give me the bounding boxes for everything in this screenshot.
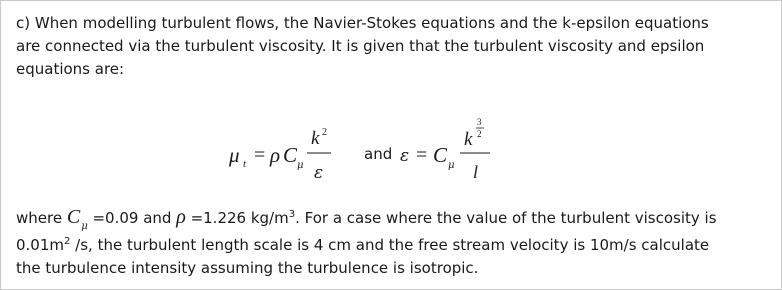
conclusion-line-2-rest: /s, the turbulent length scale is 4 cm and the free stream velocity is 10m/s calculate <box>70 236 710 254</box>
viscosity-value: 0.01m <box>16 236 65 254</box>
conclusion-line-1-rest: . For a case where the value of the turbulent viscosity is <box>295 209 717 227</box>
mu-t-equation <box>228 127 331 183</box>
conclusion-line-3: the turbulence intensity assuming the turbulence is isotropic. <box>16 259 479 277</box>
c-value-text: =0.09 and <box>87 209 177 227</box>
epsilon-c-symbol: C <box>433 143 448 167</box>
rho-inline-symbol: ρ <box>176 206 186 228</box>
c-inline-subscript: μ <box>81 221 88 232</box>
epsilon-symbol: ε <box>400 146 410 166</box>
mu-t-equals: = <box>254 144 266 166</box>
epsilon-equals: = <box>416 144 428 166</box>
viscosity-unit-power: 2 <box>64 236 71 247</box>
mu-t-symbol: μ <box>229 143 240 167</box>
conclusion-line-1 <box>16 203 736 230</box>
c-inline-symbol: C <box>66 206 81 228</box>
and-connector: and <box>364 145 393 163</box>
question-intro <box>16 12 736 81</box>
mu-t-numerator-power: 2 <box>322 127 327 138</box>
c-mu-inline <box>67 208 88 230</box>
rho-symbol: ρ <box>270 143 281 167</box>
epsilon-numerator-k: k <box>464 129 473 150</box>
mu-t-denominator-eps: ε <box>314 163 324 183</box>
epsilon-denominator-l: l <box>473 162 479 182</box>
where-text: where <box>16 209 67 227</box>
question-conclusion <box>16 203 736 280</box>
epsilon-power-denominator: 2 <box>477 129 482 139</box>
rho-unit-power: 3 <box>288 209 296 220</box>
epsilon-c-subscript: μ <box>448 160 455 171</box>
intro-line-2: are connected via the turbulent viscosity. It is given that the turbulent viscosity and epsilon <box>16 37 705 55</box>
conclusion-line-2 <box>16 230 736 257</box>
epsilon-power-numerator: 3 <box>477 117 482 127</box>
mu-t-numerator-k: k <box>311 128 320 149</box>
intro-line-3: equations are: <box>16 60 125 78</box>
equations-block <box>0 108 782 188</box>
rho-value-text: =1.226 kg/m <box>185 209 289 227</box>
c-mu-subscript: μ <box>297 160 304 171</box>
intro-line-1: c) When modelling turbulent flows, the Navier-Stokes equations and the k-epsilon equations <box>16 14 709 32</box>
epsilon-equation <box>400 117 490 182</box>
mu-t-subscript: t <box>243 158 247 170</box>
c-mu-symbol: C <box>283 143 298 167</box>
